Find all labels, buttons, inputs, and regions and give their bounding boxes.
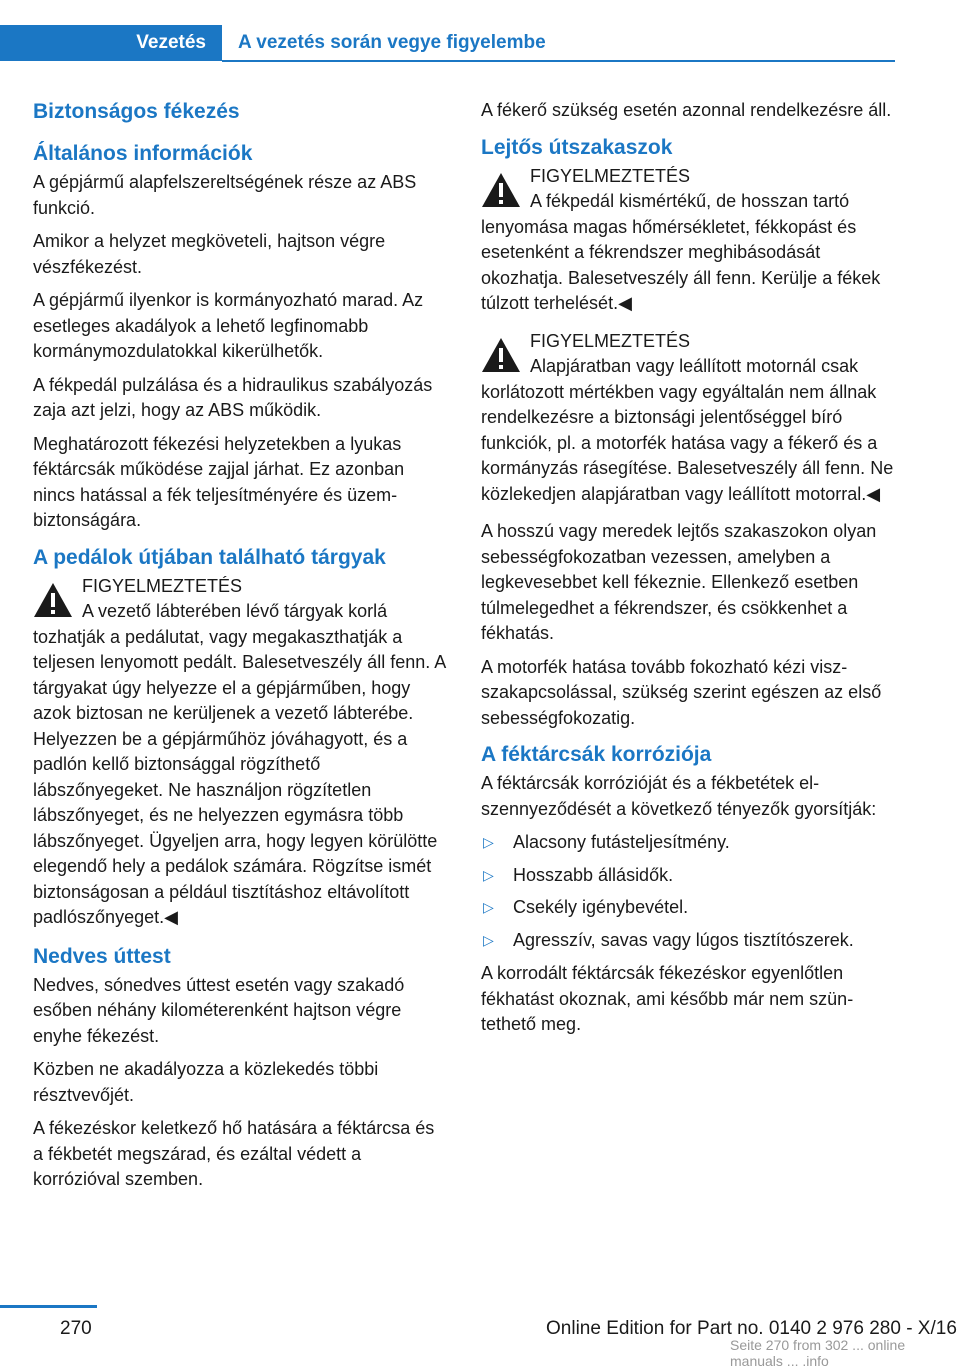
paragraph: A gépjármű ilyenkor is kormányozható marad. Az esetleges akadályok a lehető legfinomabb kormánymozdulatokkal kikerülhetők. [33,290,424,361]
paragraph: A gépjármű alapfelszereltségének része az ABS funkció. [33,172,417,218]
wet-road-heading: Nedves úttest [33,944,171,968]
paragraph: A motorfék hatása tovább fokozható kézi viszszakapcsolással, szükség szerint egészen az első sebességfokozatig. [481,656,882,728]
list-item: ▷ Alacsony futásteljesítmény. [481,830,895,856]
paragraph: A fékerő szükség esetén azonnal rendelkezésre áll. [481,100,892,120]
warning-title: FIGYELMEZTETÉS [530,165,691,186]
chapter-tab: Vezetés [0,25,222,61]
paragraph: A hosszú vagy meredek lejtős szakaszokon olyan sebességfokozatban vezessen, amelyben a legkevesebbet kell fékeznie. Ellenkező esetben túlmelegedhet a fékrendszer, és csökkenhet a fékhatás. [481,521,877,643]
triangle-bullet-icon: ▷ [483,931,494,948]
pedals-heading: A pedálok útjában található tárgyak [33,545,386,569]
triangle-bullet-icon: ▷ [483,834,494,850]
triangle-bullet-icon: ▷ [483,866,494,883]
edition-note: Online Edition for Part no. 0140 2 976 280 - X/16 [546,1318,957,1339]
warning-body: A fékpedál kismértékű, de hosszan tartó lenyomása magas hőmérsékletet, fékkopást és esetenként a fékrendszer meghibásodását okozhatja. Balesetveszély áll fenn. Kerülje a fékek túlzott terhelését.◀ [481,191,881,313]
main-heading: Biztonságos fékezés [33,100,240,123]
warning-box [33,574,447,931]
general-heading: Általános információk [33,142,253,165]
list-item: ▷ Agresszív, savas vagy lúgos tisztítószerek. [481,928,895,954]
section-title: A vezetés során vegye figyelembe [238,32,546,53]
paragraph: A korrodált féktárcsák fékezéskor egyenlőtlen fékhatást okoznak, ami később már nem szüntethető meg. [481,963,854,1034]
left-column [33,98,447,1201]
site-watermark: Seite 270 from 302 ... online manuals ... .info [730,1337,906,1369]
right-column [481,98,895,1046]
paragraph: Közben ne akadályozza a közlekedés többi résztvevőjét. [33,1059,379,1105]
warning-title: FIGYELMEZTETÉS [530,330,691,351]
warning-title: FIGYELMEZTETÉS [82,575,243,596]
footer-rule [0,1305,97,1308]
slopes-heading: Lejtős útszakaszok [481,135,673,159]
paragraph: A fékpedál pulzálása és a hidraulikus szabályozás zaja azt jelzi, hogy az ABS működik. [33,374,433,420]
corrosion-heading: A féktárcsák korróziója [481,743,712,766]
list-item: ▷ Hosszabb állásidők. [481,863,895,889]
paragraph: Nedves, sónedves úttest esetén vagy szakadó esőben néhány kilométerenként hajtson végre enyhe fékezést. [33,974,405,1046]
paragraph: A féktárcsák korrózióját és a fékbetétek elszennyeződését a következő tényezők gyorsítják: [481,773,877,819]
triangle-bullet-icon: ▷ [483,899,494,915]
paragraph: Meghatározott fékezési helyzetekben a lyukas féktárcsák működése zajjal járhat. Ez azonban nincs hatással a fék teljesítményére és üzembiztonságára. [33,433,405,530]
page-number: 270 [60,1318,92,1339]
warning-body: A vezető lábterében lévő tárgyak korlá tozhatják a pedálutat, vagy megakaszthatják a teljesen lenyomott pedált. Balesetveszély áll fenn. A tárgyakat úgy helyezze el a gépjárműben, hogy azok biztosan ne kerüljenek a vezető lábterébe. Helyezzen be a gépjárműhöz jóváhagyott, és a padlón kellő biztonsággal rögzíthető lábszőnyegeket. Ne használjon rögzítetlen lábszőnyeget, és ne helyezzen egymásra több lábszőnyeget. Ügyeljen arra, hogy legyen körülötte elegendő hely a pedálok számára. Rögzítse ismét biztonságosan a például tisztításhoz eltávolított padlószőnyeget.◀ [33,601,446,927]
page-header [0,25,895,63]
factor-list [481,830,895,953]
header-rule [222,60,895,62]
warning-box [481,164,895,317]
warning-box [481,329,895,508]
warning-body: Alapjáratban vagy leállított motornál csak korlátozott mértékben vagy egyáltalán nem állnak rendelkezésre a biztonsági jelentőséggel bíró funkciók, pl. a motorfék hatása vagy a fékerő és a kormányzás rásegítése. Balesetveszély áll fenn. Ne közlekedjen alapjáratban vagy leállított motorral.◀ [481,356,894,504]
warning-triangle-icon [481,337,521,373]
warning-triangle-icon [33,582,73,618]
paragraph: A fékezéskor keletkező hő hatására a féktárcsa és a fékbetét megszárad, és ezáltal védett a korrózióval szemben. [33,1118,435,1189]
list-item: ▷ Csekély igénybevétel. [481,895,895,921]
paragraph: Amikor a helyzet megköveteli, hajtson végre vészfékezést. [33,231,386,277]
warning-triangle-icon [481,172,521,208]
